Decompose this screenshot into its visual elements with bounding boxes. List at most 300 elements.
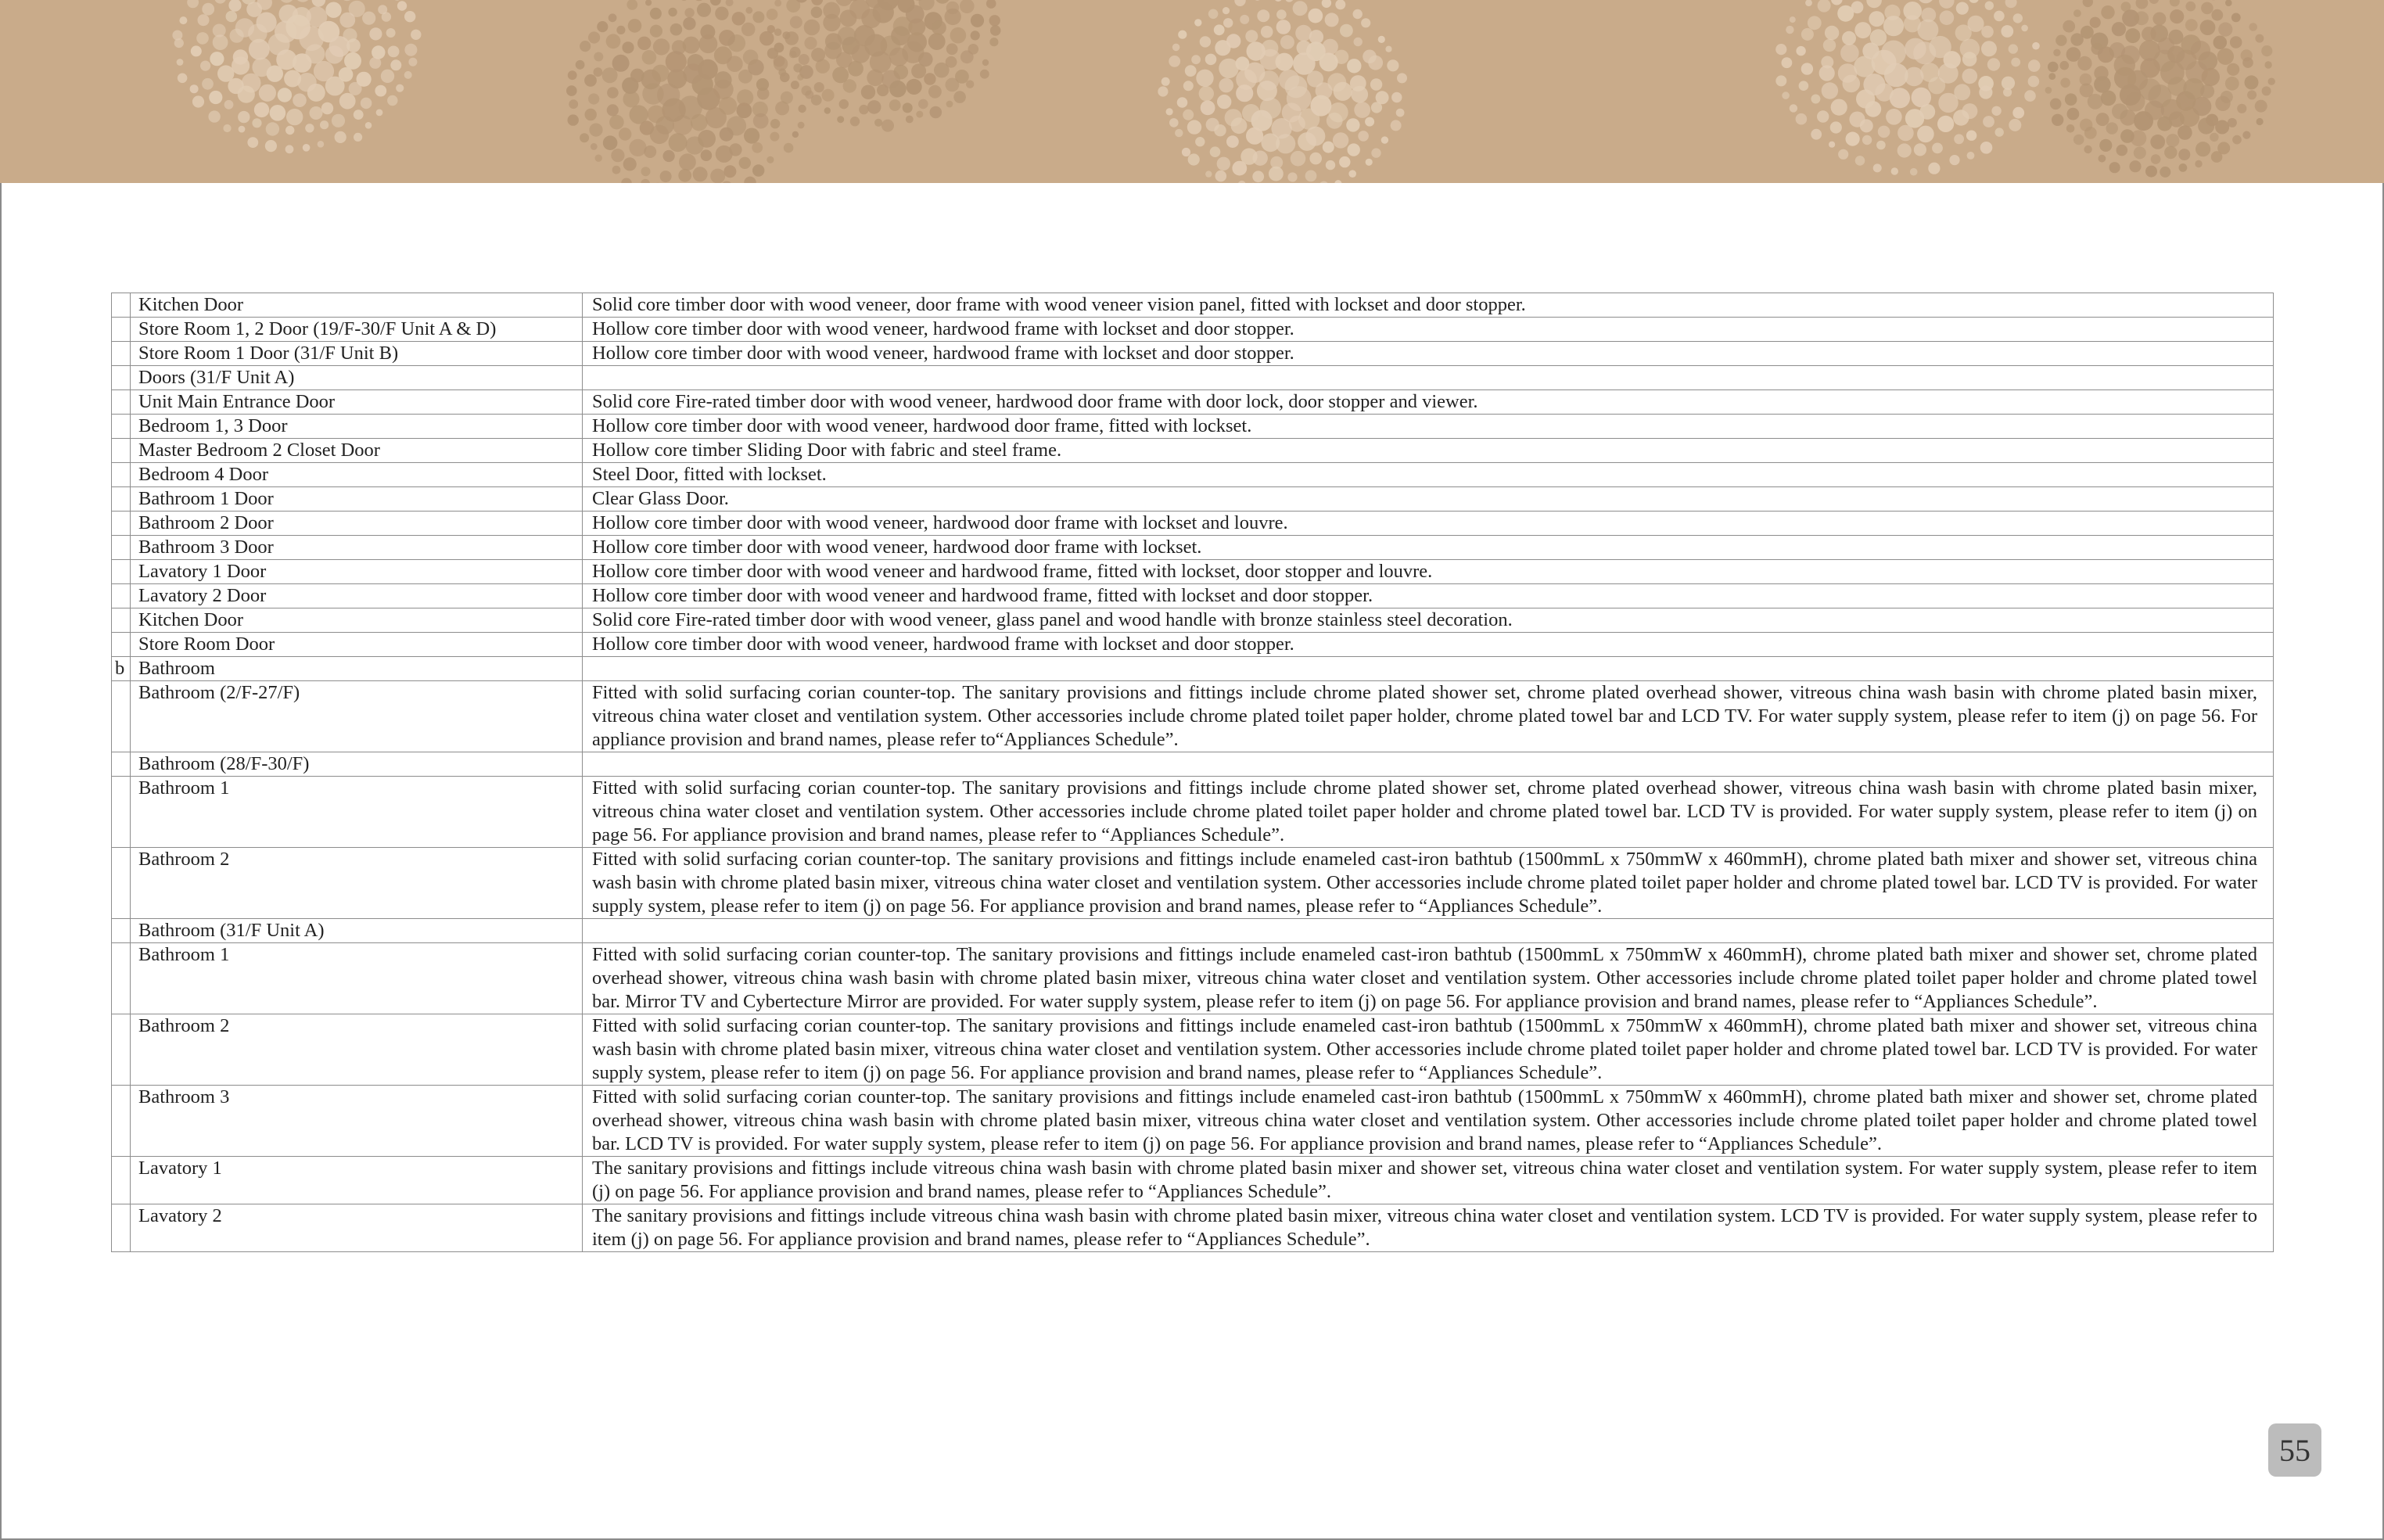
decorative-dot [798, 105, 806, 113]
item-description: The sanitary provisions and fittings include vitreous china wash basin with chrome plated basin mixer, vitreous china water closet and ventilation system. LCD TV is provided. For water supply system, please refer to item (j) on page 56. For appliance provision and brand names, please refer to “Appliances Schedule”. [583, 1204, 2274, 1252]
decorative-dot [2011, 58, 2020, 67]
decorative-dot [1995, 127, 2004, 136]
decorative-dot [907, 32, 927, 52]
decorative-dot [723, 165, 736, 178]
decorative-dot [811, 95, 822, 106]
decorative-dot [1358, 131, 1369, 142]
decorative-dot [986, 0, 996, 9]
decorative-dot [1903, 2, 1922, 20]
decorative-dot [767, 25, 775, 33]
decorative-dot [2083, 0, 2093, 7]
decorative-dot [1175, 129, 1183, 137]
decorative-dot [2032, 42, 2040, 50]
decorative-dot [259, 84, 276, 102]
decorative-dot [1838, 63, 1858, 83]
decorative-dot [1223, 7, 1230, 14]
decorative-dot [1226, 135, 1239, 148]
decorative-dot [670, 23, 683, 36]
decorative-dot [1808, 16, 1822, 30]
decorative-dot [814, 82, 824, 92]
decorative-dot [837, 116, 844, 123]
decorative-dot [1351, 86, 1368, 103]
decorative-dot [1381, 136, 1388, 143]
decorative-dot [911, 63, 926, 78]
decorative-dot [679, 0, 689, 1]
decorative-dot [247, 137, 258, 148]
decorative-dot [1323, 39, 1338, 55]
item-description: Fitted with solid surfacing corian counter-top. The sanitary provisions and fittings include enameled cast-iron bathtub (1500mmL x 750mmW x 460mmH), chrome plated bath mixer and shower set, chrome plated overhead shower, vitreous china wash basin with chrome plated basin mixer, vitreous china water closet and ventilation system. Other accessories include chrome plated toilet paper holder and chrome plated towel bar. LCD TV is provided. For water supply system, please refer to item (j) on page 56. For appliance provision and brand names, please refer to “Appliances Schedule”. [583, 1086, 2274, 1157]
decorative-dot [568, 70, 577, 80]
decorative-dot [1238, 181, 1246, 183]
decorative-dot [339, 93, 356, 109]
decorative-dot [804, 20, 820, 36]
decorative-dot [2242, 57, 2253, 68]
decorative-dot [346, 38, 361, 52]
decorative-dot [2013, 13, 2023, 23]
section-mark [112, 560, 131, 584]
table-row [112, 342, 2274, 366]
decorative-dot [960, 50, 974, 63]
decorative-dot [778, 69, 786, 77]
decorative-dot [2262, 86, 2271, 95]
decorative-dot [349, 82, 362, 95]
decorative-dot [741, 23, 756, 37]
decorative-dot [753, 113, 769, 129]
section-mark [112, 487, 131, 512]
decorative-dot [388, 46, 400, 58]
decorative-dot [1823, 39, 1836, 52]
section-mark [112, 1086, 131, 1157]
decorative-dot [1994, 11, 2005, 22]
decorative-dot [1898, 143, 1912, 157]
decorative-dot [1954, 134, 1964, 144]
decorative-dot [594, 52, 603, 62]
decorative-dot [2198, 117, 2214, 134]
decorative-dot [200, 61, 210, 71]
decorative-dot [1347, 59, 1361, 73]
decorative-dot [1849, 112, 1865, 127]
decorative-dot [811, 48, 825, 62]
decorative-dot [1354, 38, 1363, 46]
decorative-dot [1983, 116, 1994, 127]
decorative-dot [1348, 170, 1356, 178]
section-mark [112, 777, 131, 848]
decorative-dot [989, 38, 998, 46]
decorative-dot [1825, 26, 1839, 40]
decorative-dot [1378, 36, 1385, 43]
decorative-dot [1210, 146, 1221, 157]
decorative-dot [1205, 171, 1212, 177]
decorative-dot [1939, 0, 1954, 9]
decorative-dot [1987, 58, 2000, 70]
decorative-dot [1188, 153, 1200, 165]
decorative-dot [293, 93, 307, 107]
decorative-dot [990, 25, 1001, 36]
decorative-dot [1200, 36, 1211, 47]
decorative-dot [580, 133, 589, 142]
table-row [112, 318, 2274, 342]
decorative-dot [2052, 114, 2063, 126]
decorative-dot [2160, 167, 2170, 178]
decorative-dot [2152, 13, 2166, 26]
decorative-dot [252, 118, 261, 127]
decorative-dot [710, 0, 721, 5]
decorative-dot [1262, 40, 1279, 57]
decorative-dot [611, 149, 624, 162]
item-description: The sanitary provisions and fittings include vitreous china wash basin with chrome plated basin mixer and shower set, vitreous china water closet and ventilation system. For water supply system, please refer to item (j) on page 56. For appliance provision and brand names, please refer to “Appliances Schedule”. [583, 1157, 2274, 1204]
item-name: Lavatory 1 Door [131, 560, 583, 584]
item-name: Store Room 1 Door (31/F Unit B) [131, 342, 583, 366]
decorative-dot [1327, 113, 1343, 129]
decorative-dot [945, 9, 961, 25]
decorative-dot [224, 100, 234, 109]
item-name: Bathroom (28/F-30/F) [131, 752, 583, 777]
decorative-dot [850, 117, 860, 126]
decorative-dot [2157, 117, 2172, 131]
decorative-dot [603, 135, 618, 150]
decorative-dot [2218, 22, 2232, 36]
decorative-dot [1177, 97, 1188, 108]
decorative-dot [1981, 26, 1994, 38]
decorative-dot [1245, 30, 1258, 42]
decorative-dot [1917, 126, 1934, 143]
item-description: Fitted with solid surfacing corian counter-top. The sanitary provisions and fittings include enameled cast-iron bathtub (1500mmL x 750mmW x 460mmH), chrome plated bath mixer and shower set, vitreous china wash basin with chrome plated basin mixer, vitreous china water closet and ventilation system. Other accessories include chrome plated toilet paper holder and chrome plated towel bar. LCD TV is provided. For water supply system, please refer to item (j) on page 56. For appliance provision and brand names, please refer to “Appliances Schedule”. [583, 1014, 2274, 1086]
table-row [112, 848, 2274, 919]
table-row [112, 584, 2274, 608]
decorative-dot [691, 114, 708, 131]
decorative-dot [1956, 2, 1969, 15]
decorative-dot [1891, 167, 1898, 174]
decorative-dot [2145, 166, 2157, 178]
decorative-dot [178, 74, 188, 84]
decorative-dot [1293, 1, 1308, 16]
decorative-dot [612, 166, 621, 174]
decorative-dot [1234, 0, 1245, 6]
decorative-dot [362, 12, 375, 25]
decorative-dot [1979, 85, 1992, 99]
decorative-dot [861, 85, 875, 99]
decorative-dot [344, 52, 361, 70]
item-name: Lavatory 1 [131, 1157, 583, 1204]
table-row [112, 1204, 2274, 1252]
decorative-dot [1838, 149, 1848, 160]
decorative-dot [2149, 0, 2160, 4]
section-mark [112, 415, 131, 439]
decorative-dot [2077, 56, 2091, 70]
item-name: Lavatory 2 [131, 1204, 583, 1252]
table-row [112, 1157, 2274, 1204]
decorative-dot [2048, 62, 2059, 73]
decorative-dot [576, 60, 585, 70]
decorative-dot [2028, 76, 2040, 88]
item-name: Bathroom 3 [131, 1086, 583, 1157]
decorative-dot [177, 59, 184, 66]
decorative-dot [190, 84, 199, 93]
decorative-dot [790, 16, 802, 28]
decorative-dot [602, 67, 618, 83]
decorative-dot [798, 122, 805, 129]
decorative-dot [239, 126, 246, 133]
decorative-dot [2005, 0, 2017, 8]
decorative-dot [320, 120, 329, 129]
decorative-dot [2249, 23, 2257, 31]
item-description: Fitted with solid surfacing corian counter-top. The sanitary provisions and fittings include chrome plated shower set, chrome plated overhead shower, vitreous china wash basin with chrome plated basin mixer, vitreous china water closet and ventilation system. Other accessories include chrome plated toilet paper holder and chrome plated towel bar. LCD TV is provided. For water supply system, please refer to item (j) on page 56. For appliance provision and brand names, please refer to “Appliances Schedule”. [583, 777, 2274, 848]
decorative-banner [0, 0, 2384, 183]
table-row [112, 919, 2274, 943]
decorative-dot [1276, 9, 1287, 20]
decorative-dot [1790, 104, 1797, 112]
decorative-dot [303, 144, 311, 152]
decorative-dot [1335, 0, 1345, 9]
decorative-dot [767, 156, 774, 163]
decorative-dot [2066, 124, 2075, 133]
decorative-dot [2245, 75, 2259, 89]
decorative-dot [2080, 119, 2092, 131]
decorative-dot [774, 43, 784, 53]
decorative-dot [1219, 59, 1238, 78]
decorative-dot [1886, 109, 1902, 125]
decorative-dot [1361, 18, 1370, 27]
decorative-dot [233, 49, 248, 64]
decorative-dot [1182, 148, 1190, 156]
decorative-dot [2109, 42, 2125, 58]
decorative-dot [982, 59, 989, 66]
decorative-dot [1775, 75, 1786, 86]
decorative-dot [935, 0, 950, 4]
decorative-dot [1371, 148, 1380, 157]
decorative-dot [668, 8, 677, 16]
section-mark [112, 342, 131, 366]
decorative-dot [1786, 26, 1793, 34]
decorative-dot [202, 3, 214, 16]
decorative-dot [568, 114, 579, 125]
item-name: Bathroom 2 [131, 848, 583, 919]
decorative-dot [627, 0, 637, 10]
decorative-dot [349, 1, 365, 17]
decorative-dot [1801, 28, 1814, 41]
decorative-dot [784, 143, 794, 153]
decorative-dot [589, 124, 602, 137]
decorative-dot [2048, 73, 2055, 80]
decorative-dot [715, 7, 728, 20]
decorative-dot [757, 88, 770, 100]
item-name: Store Room 1, 2 Door (19/F-30/F Unit A & D) [131, 318, 583, 342]
decorative-dot [606, 34, 621, 48]
decorative-dot [196, 32, 209, 45]
decorative-dot [728, 34, 745, 52]
decorative-dot [630, 105, 648, 124]
decorative-dot [745, 7, 752, 14]
decorative-dot [946, 43, 958, 55]
decorative-dot [1334, 50, 1348, 64]
decorative-dot [825, 33, 842, 50]
item-description: Solid core timber door with wood veneer, door frame with wood veneer vision panel, fitted with lockset and door stopper. [583, 293, 2274, 318]
decorative-dot [713, 80, 733, 99]
decorative-dot [686, 136, 704, 154]
decorative-dot [2168, 30, 2183, 45]
decorative-dot [637, 37, 651, 50]
decorative-dot [1354, 102, 1370, 118]
decorative-dot [285, 126, 294, 135]
decorative-dot [411, 30, 421, 40]
decorative-dot [1242, 104, 1260, 122]
decorative-dot [774, 28, 782, 36]
table-row [112, 293, 2274, 318]
item-name: Unit Main Entrance Door [131, 390, 583, 415]
decorative-dot [2200, 20, 2216, 35]
decorative-dot [332, 114, 345, 127]
decorative-dot [1185, 65, 1197, 77]
decorative-dot [1870, 29, 1887, 45]
decorative-dot [2101, 5, 2114, 19]
decorative-dot [594, 67, 603, 77]
item-name: Store Room Door [131, 633, 583, 657]
section-mark [112, 318, 131, 342]
item-description: Hollow core timber door with wood veneer and hardwood frame, fitted with lockset, door stopper and louvre. [583, 560, 2274, 584]
specification-table-body [112, 293, 2274, 1252]
decorative-dot [653, 38, 670, 55]
decorative-dot [641, 179, 650, 183]
item-description: Hollow core timber door with wood veneer, hardwood frame with lockset and door stopper. [583, 342, 2274, 366]
decorative-dot [235, 18, 254, 37]
decorative-dot [1884, 5, 1900, 20]
decorative-dot [1914, 143, 1926, 156]
decorative-dot [321, 102, 333, 114]
decorative-dot [1921, 8, 1936, 23]
item-name: Bathroom 1 Door [131, 487, 583, 512]
section-mark [112, 293, 131, 318]
item-name: Bathroom 2 [131, 1014, 583, 1086]
section-mark [112, 1157, 131, 1204]
decorative-dot [1817, 110, 1829, 122]
decorative-dot [1937, 116, 1954, 132]
decorative-dot [392, 0, 403, 1]
decorative-dot [2178, 149, 2190, 160]
decorative-dot [889, 48, 908, 66]
decorative-dot [770, 119, 780, 128]
item-name: Bathroom [131, 657, 583, 681]
decorative-dot [404, 71, 412, 79]
decorative-dot [1801, 63, 1813, 74]
decorative-dot [1938, 63, 1959, 84]
decorative-dot [889, 81, 907, 98]
decorative-dot [684, 8, 694, 17]
decorative-dot [1339, 156, 1350, 167]
table-row [112, 1014, 2274, 1086]
decorative-dot [2090, 17, 2101, 28]
decorative-dot [752, 142, 763, 153]
section-mark [112, 848, 131, 919]
page-number: 55 [2268, 1423, 2321, 1477]
table-row [112, 633, 2274, 657]
decorative-dot [1385, 46, 1391, 52]
decorative-dot [1368, 56, 1383, 70]
decorative-dot [386, 28, 396, 38]
decorative-dot [209, 91, 222, 104]
decorative-dot [2230, 36, 2242, 48]
decorative-dot [2120, 129, 2134, 143]
table-row [112, 512, 2274, 536]
decorative-dot [650, 8, 662, 20]
decorative-dot [1285, 75, 1308, 98]
decorative-dot [1932, 143, 1943, 154]
section-mark [112, 439, 131, 463]
decorative-dot [2021, 25, 2028, 32]
decorative-dot [683, 37, 700, 54]
decorative-dot [1280, 35, 1294, 49]
decorative-dot [404, 11, 415, 22]
decorative-dot [648, 106, 666, 124]
decorative-dot [1236, 56, 1250, 70]
section-mark [112, 608, 131, 633]
decorative-dot [629, 139, 646, 156]
decorative-dot [832, 67, 849, 84]
section-mark [112, 512, 131, 536]
decorative-dot [1219, 78, 1233, 93]
item-name: Bedroom 1, 3 Door [131, 415, 583, 439]
decorative-dot [325, 77, 345, 96]
decorative-dot [1370, 78, 1382, 90]
item-description: Hollow core timber Sliding Door with fabric and steel frame. [583, 439, 2274, 463]
decorative-dot [1158, 86, 1168, 96]
decorative-dot [1225, 109, 1242, 126]
decorative-dot [2150, 25, 2168, 43]
decorative-dot [2225, 0, 2232, 6]
decorative-dot [1309, 153, 1322, 165]
decorative-dot [867, 100, 881, 114]
decorative-dot [585, 109, 597, 120]
decorative-dot [588, 31, 600, 43]
decorative-dot [786, 0, 800, 13]
decorative-dot [784, 31, 799, 45]
item-name: Bathroom (2/F-27/F) [131, 681, 583, 752]
decorative-dot [966, 81, 974, 88]
decorative-dot [2201, 2, 2213, 15]
decorative-dot [752, 11, 764, 23]
decorative-dot [679, 153, 696, 171]
decorative-dot [989, 15, 1000, 26]
decorative-dot [693, 167, 708, 181]
decorative-dot [1969, 0, 1979, 3]
decorative-dot [335, 131, 346, 143]
decorative-dot [2121, 2, 2131, 12]
decorative-dot [642, 50, 657, 65]
decorative-dot [2080, 74, 2092, 86]
decorative-dot [1322, 0, 1331, 8]
decorative-dot [1252, 171, 1264, 182]
decorative-dot [2180, 107, 2199, 127]
decorative-dot [1276, 53, 1294, 71]
decorative-dot [960, 0, 975, 13]
decorative-dot [1353, 9, 1363, 19]
decorative-dot [737, 102, 752, 118]
decorative-dot [1196, 70, 1213, 87]
item-description [583, 657, 2274, 681]
decorative-dot [683, 17, 695, 30]
decorative-dot [305, 124, 314, 132]
decorative-dot [381, 70, 394, 83]
decorative-dot [2129, 160, 2141, 172]
decorative-dot [1397, 73, 1407, 83]
decorative-dot [266, 122, 279, 135]
decorative-dot [369, 27, 382, 40]
item-description [583, 752, 2274, 777]
decorative-dot [1940, 10, 1955, 25]
decorative-dot [1855, 156, 1865, 166]
decorative-dot [1215, 171, 1227, 182]
decorative-dot [2185, 2, 2196, 12]
decorative-dot [198, 14, 210, 26]
